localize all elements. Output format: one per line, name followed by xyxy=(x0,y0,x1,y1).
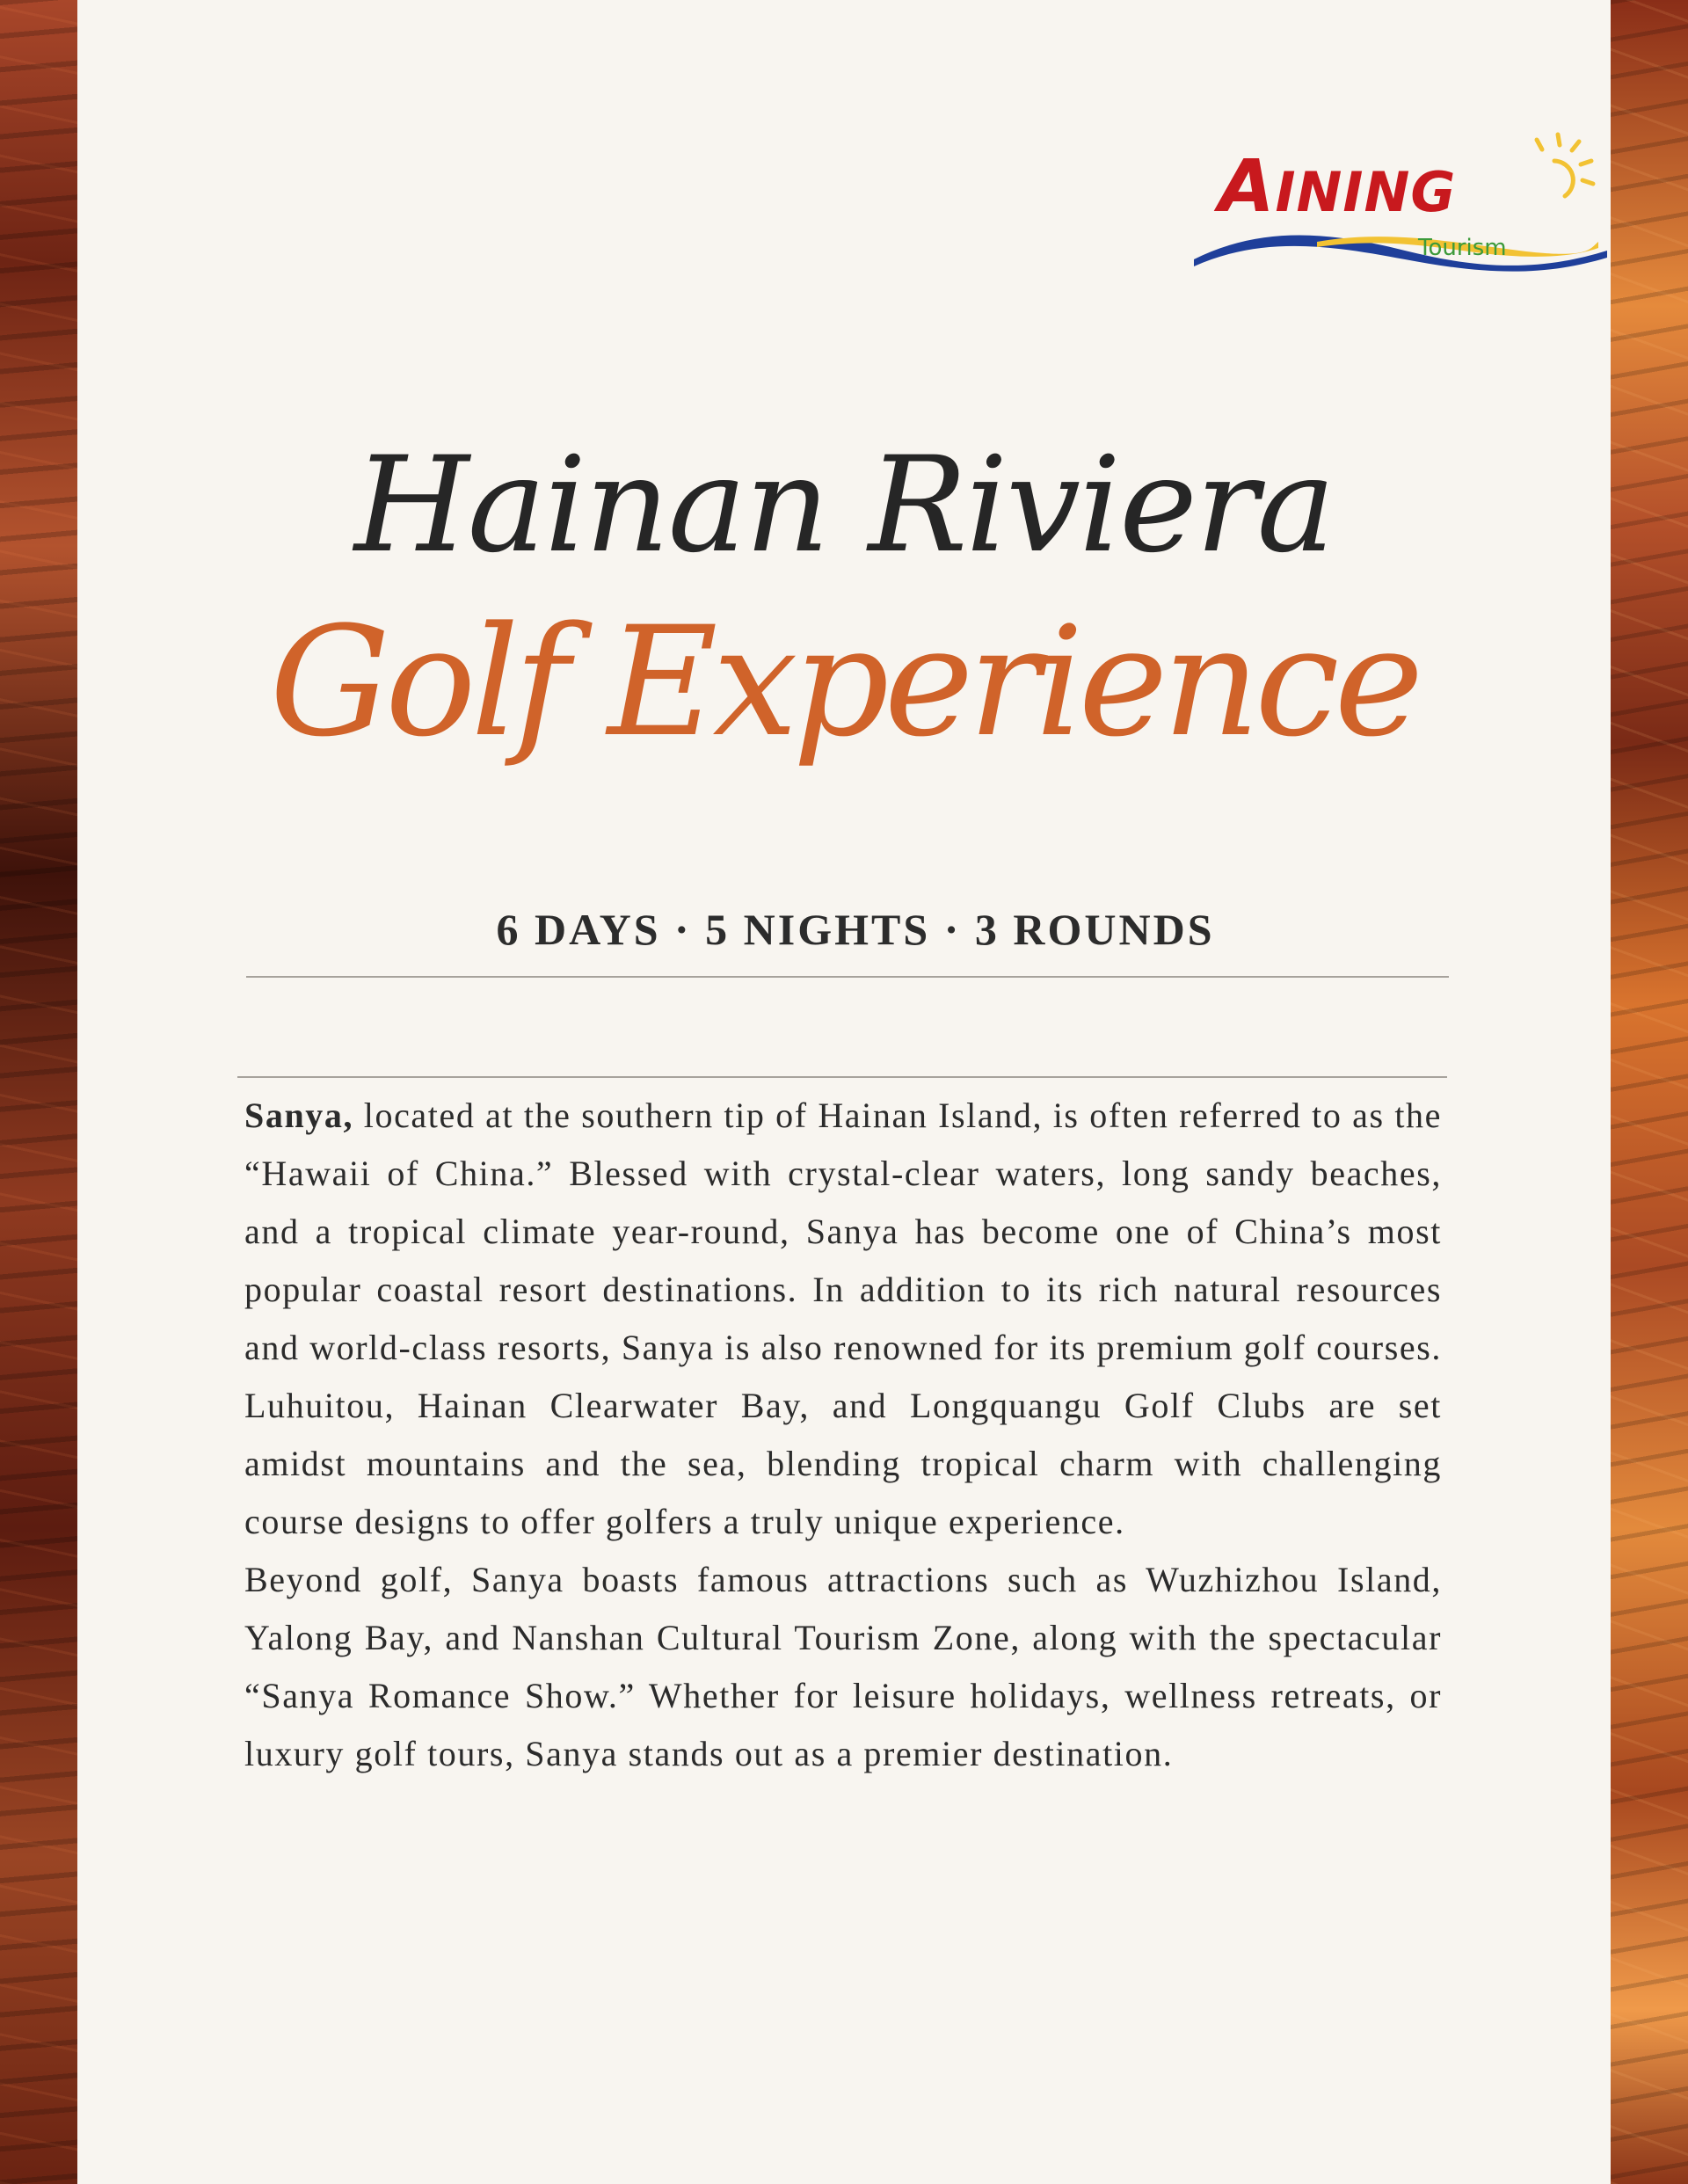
description-paragraph-1-text: located at the southern tip of Hainan Island, is often referred to as the “Hawaii of China.” Blessed with crystal-clear waters, long sandy beaches, and a tropical climate year-round, Sanya has become one of China’s most popular coastal resort destinations. In addition to its rich natural resources and world-class resorts, Sanya is also renowned for its premium golf courses. Luhuitou, Hainan Clearwater Bay, and Longquangu Golf Clubs are set amidst mountains and the sea, blending tropical charm with challenging course designs to offer golfers a truly unique experience. xyxy=(244,1096,1442,1541)
divider-top xyxy=(246,976,1449,978)
logo-wordmark-rest: INING xyxy=(1275,160,1457,224)
canyon-rock-right xyxy=(1611,0,1688,2184)
title-line-2: Golf Experience xyxy=(269,593,1419,770)
logo-wordmark xyxy=(1219,145,1456,229)
divider-body xyxy=(237,1076,1447,1078)
content-panel xyxy=(77,0,1611,2184)
sun-icon xyxy=(1537,135,1593,196)
description-lead: Sanya, xyxy=(244,1096,354,1135)
title-line-1: Hainan Riviera xyxy=(353,429,1335,582)
wave-icon xyxy=(1194,236,1607,272)
aining-tourism-logo xyxy=(1185,119,1625,286)
description-paragraph-2: Beyond golf, Sanya boasts famous attractions such as Wuzhizhou Island, Yalong Bay, and Nanshan Cultural Tourism Zone, along with the spectacular “Sanya Romance Show.” Whether for leisure holidays, wellness retreats, or luxury golf tours, Sanya stands out as a premier destination. xyxy=(244,1560,1442,1773)
description xyxy=(244,1087,1442,1783)
trip-stats: 6 DAYS · 5 NIGHTS · 3 ROUNDS xyxy=(496,905,1215,954)
description-paragraph-1 xyxy=(244,1087,1442,1551)
logo-initial: A xyxy=(1219,145,1276,229)
canyon-rock-left xyxy=(0,0,77,2184)
logo-tagline: Tourism xyxy=(1418,235,1507,261)
